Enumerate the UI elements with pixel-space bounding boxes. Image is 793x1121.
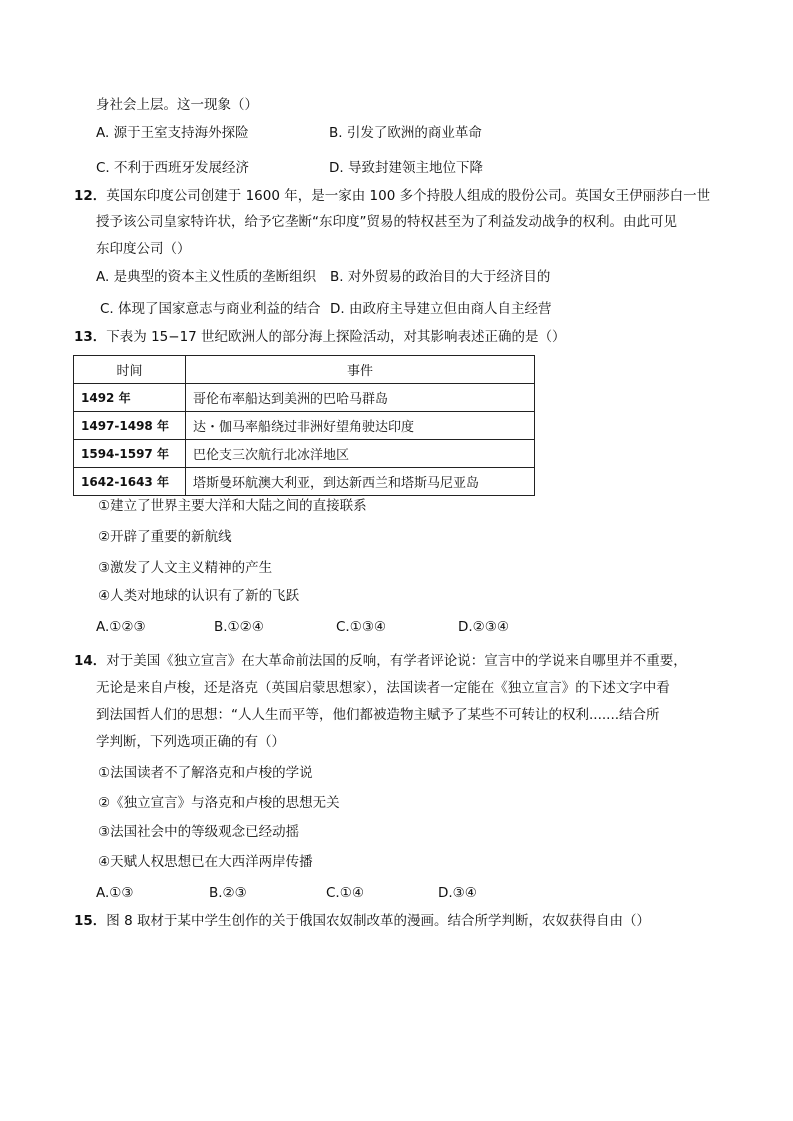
q14-stem-line-2: 无论是来自卢梭，还是洛克（英国启蒙思想家），法国读者一定能在《独立宣言》的下述文字中看	[96, 680, 670, 696]
table-header-event: 事件	[186, 356, 535, 384]
q14-option-b[interactable]: B.②③	[209, 885, 247, 901]
q11-option-a[interactable]: A. 源于王室支持海外探险	[96, 125, 249, 141]
q12-option-a[interactable]: A. 是典型的资本主义性质的垄断组织	[96, 269, 317, 285]
q14-item-2: ②《独立宣言》与洛克和卢梭的思想无关	[98, 795, 340, 811]
q12-stem-line-2: 授予该公司皇家特许状，给予它垄断“东印度”贸易的特权甚至为了利益发动战争的权利。由此可见	[96, 214, 677, 230]
q13-number: 13．	[74, 329, 107, 345]
q13-item-4: ④人类对地球的认识有了新的飞跃	[98, 588, 300, 604]
q15-stem: 15．图 8 取材于某中学生创作的关于俄国农奴制改革的漫画。结合所学判断，农奴获得自由（）	[74, 913, 650, 929]
table-cell-event: 哥伦布率船达到美洲的巴哈马群岛	[186, 384, 535, 412]
q11-option-c[interactable]: C. 不利于西班牙发展经济	[96, 160, 250, 176]
q13-option-c[interactable]: C.①③④	[336, 619, 387, 635]
table-cell-time: 1642-1643 年	[74, 468, 186, 496]
q12-number: 12．	[74, 188, 107, 204]
q11-option-b[interactable]: B. 引发了欧洲的商业革命	[329, 125, 482, 141]
table-row	[74, 412, 535, 440]
q12-stem-line-3: 东印度公司（）	[96, 241, 191, 257]
table-cell-event: 塔斯曼环航澳大利亚，到达新西兰和塔斯马尼亚岛	[186, 468, 535, 496]
table-cell-time: 1492 年	[74, 384, 186, 412]
table-header-time: 时间	[74, 356, 186, 384]
table-cell-time: 1497-1498 年	[74, 412, 186, 440]
q13-item-3: ③激发了人文主义精神的产生	[98, 560, 273, 576]
table-row	[74, 468, 535, 496]
q13-option-a[interactable]: A.①②③	[96, 619, 146, 635]
q14-item-4: ④天赋人权思想已在大西洋两岸传播	[98, 854, 313, 870]
table-row	[74, 440, 535, 468]
q14-item-3: ③法国社会中的等级观念已经动摇	[98, 824, 300, 840]
q13-stem: 13．下表为 15−17 世纪欧洲人的部分海上探险活动，对其影响表述正确的是（）	[74, 329, 566, 345]
table-cell-event: 达・伽马率船绕过非洲好望角驶达印度	[186, 412, 535, 440]
q12-option-d[interactable]: D. 由政府主导建立但由商人自主经营	[330, 301, 552, 317]
table-cell-event: 巴伦支三次航行北冰洋地区	[186, 440, 535, 468]
q14-stem-line-3: 到法国哲人们的思想：“人人生而平等，他们都被造物主赋予了某些不可转让的权利.......结合所	[96, 707, 660, 723]
exploration-table	[73, 355, 535, 496]
q14-option-c[interactable]: C.①④	[326, 885, 364, 901]
q13-item-1: ①建立了世界主要大洋和大陆之间的直接联系	[98, 498, 367, 514]
q14-stem-line-4: 学判断，下列选项正确的有（）	[96, 734, 285, 750]
q15-number: 15．	[74, 913, 107, 929]
q13-option-d[interactable]: D.②③④	[458, 619, 509, 635]
table-row	[74, 384, 535, 412]
q13-option-b[interactable]: B.①②④	[214, 619, 264, 635]
q12-option-c[interactable]: C. 体现了国家意志与商业利益的结合	[100, 301, 321, 317]
q14-option-a[interactable]: A.①③	[96, 885, 134, 901]
q11-stem-continuation: 身社会上层。这一现象（）	[96, 97, 258, 113]
q12-option-b[interactable]: B. 对外贸易的政治目的大于经济目的	[330, 269, 551, 285]
q14-stem-line-1: 14．对于美国《独立宣言》在大革命前法国的反响，有学者评论说：宣言中的学说来自哪里并不重要，	[74, 653, 687, 669]
q14-number: 14．	[74, 653, 107, 669]
q14-option-d[interactable]: D.③④	[438, 885, 477, 901]
table-header-row	[74, 356, 535, 384]
q12-stem-line-1: 12．英国东印度公司创建于 1600 年，是一家由 100 多个持股人组成的股份公司。英国女王伊丽莎白一世	[74, 188, 711, 204]
q13-item-2: ②开辟了重要的新航线	[98, 529, 232, 545]
q14-item-1: ①法国读者不了解洛克和卢梭的学说	[98, 765, 313, 781]
q11-option-d[interactable]: D. 导致封建领主地位下降	[329, 160, 483, 176]
table-cell-time: 1594-1597 年	[74, 440, 186, 468]
